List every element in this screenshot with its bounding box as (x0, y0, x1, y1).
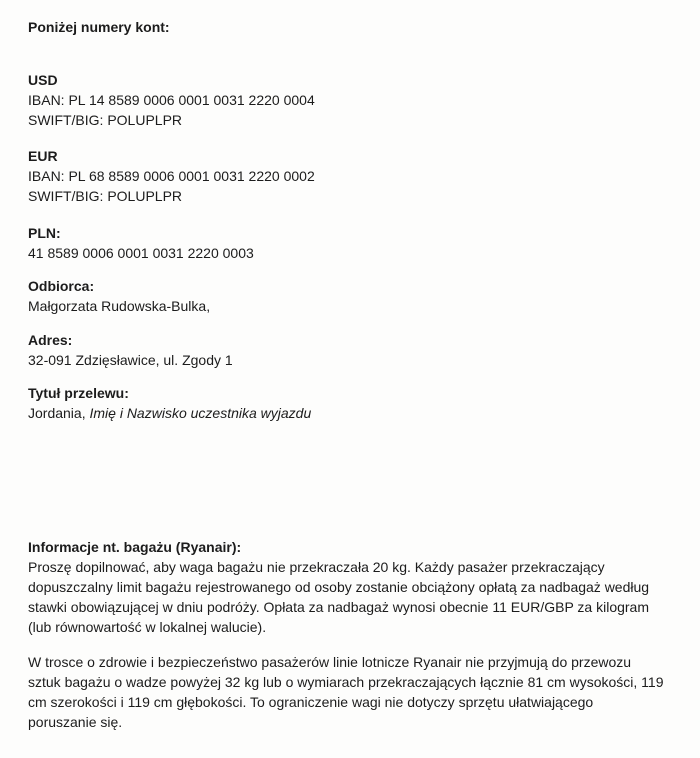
pln-account (28, 223, 254, 263)
eur-account (28, 146, 315, 206)
transfer-title-value (28, 403, 311, 423)
account-currency: EUR (28, 148, 58, 164)
recipient-value: Małgorzata Rudowska-Bulka, (28, 298, 211, 314)
baggage-heading: Informacje nt. bagażu (Ryanair): (28, 539, 242, 555)
baggage-limits-block (28, 652, 678, 732)
transfer-title-italic: Imię i Nazwisko uczestnika wyjazdu (89, 405, 312, 421)
address-value: 32-091 Zdzięsławice, ul. Zgody 1 (28, 352, 233, 368)
baggage-para1-line: (lub równowartość w lokalnej walucie). (28, 619, 267, 635)
recipient-block (28, 276, 210, 316)
account-iban: IBAN: PL 68 8589 0006 0001 0031 2220 0002 (28, 168, 315, 184)
transfer-title-plain: Jordania, (28, 405, 90, 421)
transfer-title-block (28, 383, 311, 423)
account-currency: USD (28, 72, 58, 88)
usd-account (28, 70, 315, 130)
account-swift: SWIFT/BIG: POLUPLPR (28, 188, 183, 204)
account-iban: IBAN: PL 14 8589 0006 0001 0031 2220 0004 (28, 92, 315, 108)
baggage-info-block (28, 537, 678, 637)
recipient-label: Odbiorca: (28, 278, 95, 294)
baggage-para2-line: sztuk bagażu o wadze powyżej 32 kg lub o wymiarach przekraczających łącznie 81 cm wysokości, 119 (28, 674, 664, 690)
account-swift: SWIFT/BIG: POLUPLPR (28, 112, 183, 128)
account-currency: PLN: (28, 225, 61, 241)
transfer-title-label: Tytuł przelewu: (28, 385, 129, 401)
accounts-heading-block (28, 17, 170, 37)
baggage-para1-line: dopuszczalny limit bagażu rejestrowanego od osoby zostanie obciążony opłatą za nadbagaż według (28, 579, 650, 595)
baggage-para2-line: W trosce o zdrowie i bezpieczeństwo pasażerów linie lotnicze Ryanair nie przyjmują do przewozu (28, 654, 632, 670)
baggage-para2-line: cm szerokości i 119 cm głębokości. To ograniczenie wagi nie dotyczy sprzętu ułatwiającego (28, 694, 594, 710)
address-block (28, 330, 233, 370)
account-number: 41 8589 0006 0001 0031 2220 0003 (28, 245, 254, 261)
baggage-para1-line: stawki obowiązującej w dniu podróży. Opłata za nadbagaż wynosi obecnie 11 EUR/GBP za kilogram (28, 599, 649, 615)
baggage-para1-line: Proszę dopilnować, aby waga bagażu nie przekraczała 20 kg. Każdy pasażer przekraczający (28, 559, 605, 575)
address-label: Adres: (28, 332, 73, 348)
accounts-heading: Poniżej numery kont: (28, 19, 170, 35)
baggage-para2-line: poruszanie się. (28, 714, 123, 730)
